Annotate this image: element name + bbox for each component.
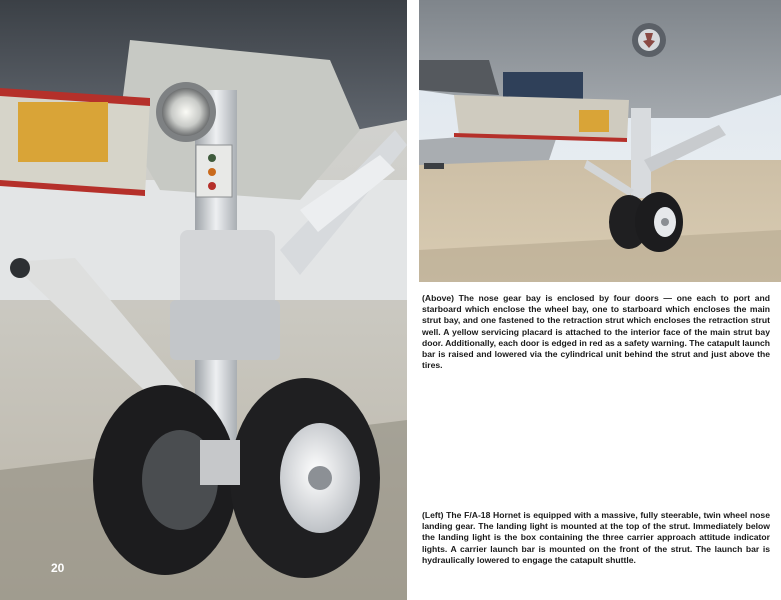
nose-gear-bay-photo xyxy=(419,0,781,282)
page-number: 20 xyxy=(51,561,65,575)
caption-left: (Left) The F/A-18 Hornet is equipped with a massive, fully steerable, twin wheel nose landing gear. The landing light is mounted at the top of the strut. Immediately below the landing light is the box containing the three carrier approach attitude indicator lights. A carrier launch bar is mounted on the front of the strut. The launch bar is hydraulically lowered to engage the catapult shuttle. xyxy=(422,510,770,565)
nose-gear-bay-illustration xyxy=(419,0,781,282)
caption-above: (Above) The nose gear bay is enclosed by four doors — one each to port and starboard which enclose the wheel bay, one to starboard which encloses the main strut bay, and one fastened to the retraction strut which encloses the retraction strut well. A yellow servicing placard is attached to the interior face of the main strut bay door. Additionally, each door is edged in red as a safety warning. The catapult launch bar is raised and lowered via the cylindrical unit behind the strut and just above the tires. xyxy=(422,293,770,371)
